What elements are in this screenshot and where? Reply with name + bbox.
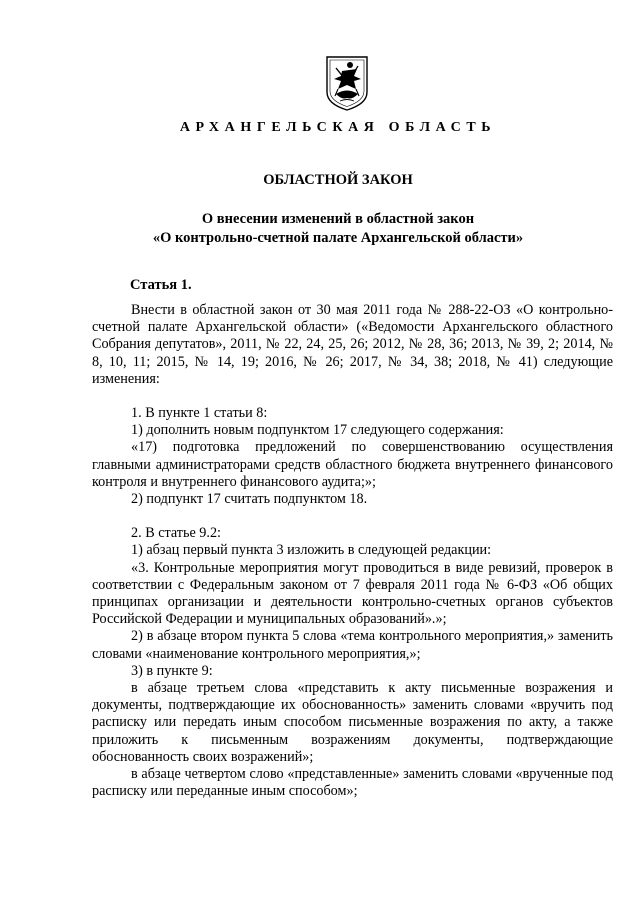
law-title	[0, 210, 640, 248]
region-name: АРХАНГЕЛЬСКАЯ ОБЛАСТЬ	[179, 120, 497, 135]
item-2-subitem-3-paragraph-a: в абзаце третьем слова «представить к акту письменные возражения и документы, подтверждающие их обоснованность» заменить словами «вручить под расписку или передать иным способом письменные возражения по акту, а также приложить к письменным возражениям документы, подтверждающие обоснованность своих возражений»;	[92, 680, 613, 765]
item-1-subitem-1: 1) дополнить новым подпунктом 17 следующего содержания:	[131, 422, 504, 439]
law-title-line-2: «О контрольно-счетной палате Архангельской области»	[152, 230, 524, 246]
paragraph-spacer	[92, 388, 613, 405]
arkhangelsk-coat-of-arms-icon	[324, 54, 370, 112]
article-intro-paragraph: Внести в областной закон от 30 мая 2011 года № 288-22-ОЗ «О контрольно-счетной палате Архангельской области» («Ведомости Архангельского областного Собрания депутатов», 2011, № 22, 24, 25, 26; 2012, № 28, 36; 2013, № 39, 2; 2014, № 8, 10, 11; 2015, № 14, 19; 2016, № 26; 2017, № 34, 38; 2018, № 41) следующие изменения:	[92, 302, 613, 387]
law-title-line-1: О внесении изменений в областной закон	[201, 211, 475, 227]
item-1-subitem-2: 2) подпункт 17 считать подпунктом 18.	[131, 491, 368, 508]
paragraph-spacer	[92, 508, 613, 525]
item-1-quote: «17) подготовка предложений по совершенствованию осуществления главными администраторами средств областного бюджета внутреннего финансового контроля и внутреннего финансового аудита;»;	[92, 439, 613, 490]
item-2-subitem-3-paragraph-b: в абзаце четвертом слово «представленные» заменить словами «врученные под расписку или переданные иным способом»;	[92, 766, 613, 800]
item-2-subitem-3: 3) в пункте 9:	[131, 662, 213, 679]
item-2-subitem-2: 2) в абзаце втором пункта 5 слова «тема контрольного мероприятия,» заменить словами «наименование контрольного мероприятия,»;	[92, 628, 613, 662]
item-2-subitem-1: 1) абзац первый пункта 3 изложить в следующей редакции:	[131, 542, 492, 559]
article-heading: Статья 1.	[130, 277, 192, 293]
article-body	[92, 302, 613, 800]
item-1-heading: 1. В пункте 1 статьи 8:	[131, 405, 268, 422]
item-2-quote: «3. Контрольные мероприятия могут проводиться в виде ревизий, проверок в соответствии с Федеральным законом от 7 февраля 2011 года № 6-ФЗ «Об общих принципах организации и деятельности контрольно-счетных органов субъектов Российской Федерации и муниципальных образований».»;	[92, 559, 613, 628]
item-2-heading: 2. В статье 9.2:	[131, 525, 221, 542]
law-type-heading: ОБЛАСТНОЙ ЗАКОН	[263, 172, 413, 188]
